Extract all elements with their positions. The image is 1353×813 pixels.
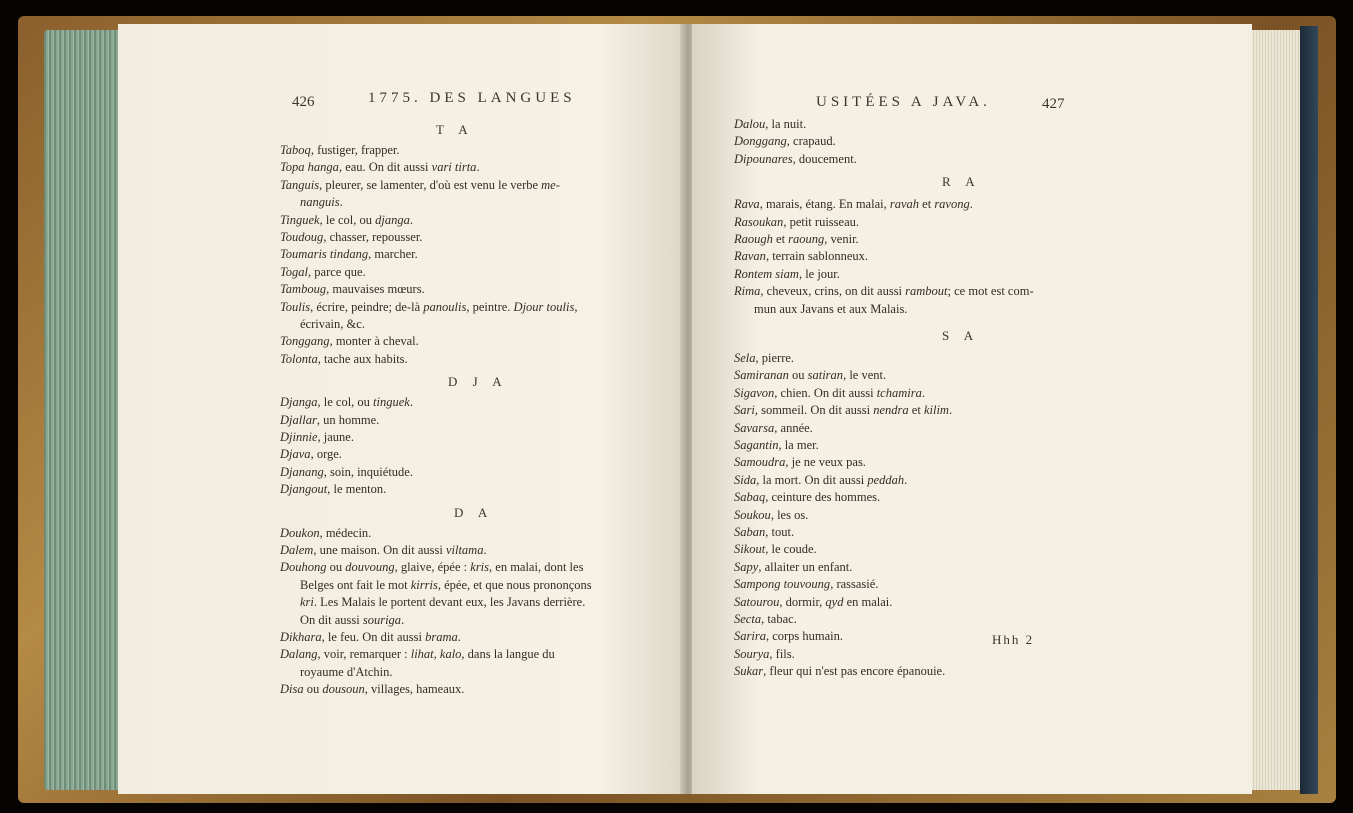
page-number-left: 426	[292, 94, 315, 110]
definition-text: , jaune.	[317, 430, 354, 444]
page-edges-left	[44, 30, 122, 790]
dictionary-entry	[280, 333, 419, 350]
dictionary-term: Tolonta	[280, 351, 318, 366]
dictionary-entry	[280, 177, 560, 194]
definition-text: , soin, inquiétude.	[323, 464, 413, 479]
signature-mark: Hhh 2	[992, 632, 1035, 647]
dictionary-entry	[280, 525, 371, 542]
dictionary-term: Djanang	[280, 464, 324, 479]
definition-text: ou	[326, 560, 346, 575]
definition-text: .	[969, 197, 973, 212]
dictionary-term: Tonggang	[280, 334, 330, 349]
dictionary-entry	[734, 116, 806, 133]
dictionary-entry	[300, 594, 585, 611]
definition-text: , pierre.	[755, 351, 795, 365]
section-heading: D A	[454, 504, 494, 520]
definition-text: , les os.	[770, 507, 809, 522]
definition-text: , peintre.	[466, 299, 514, 314]
dictionary-term: Sari	[734, 403, 755, 418]
definition-text: , venir.	[824, 232, 859, 246]
definition-text: , eau. On dit aussi	[338, 160, 432, 175]
dictionary-term: lihat	[410, 647, 434, 662]
definition-text: .	[457, 630, 461, 644]
dictionary-term: Savarsa	[734, 420, 775, 435]
dictionary-entry	[280, 429, 354, 446]
definition-text: , le jour.	[798, 266, 840, 281]
definition-text: , médecin.	[319, 525, 372, 540]
definition-text: . Les Malais le portent devant eux, les Javans derrière.	[313, 595, 586, 610]
dictionary-term: Sigavon	[734, 385, 775, 400]
dictionary-entry	[734, 214, 859, 231]
dictionary-entry	[734, 133, 836, 150]
dictionary-term: Djour toulis	[513, 299, 575, 314]
dictionary-entry	[300, 577, 592, 594]
definition-text: .	[921, 385, 925, 400]
dictionary-entry	[734, 524, 794, 541]
definition-text: mun aux Javans et aux Malais.	[754, 301, 908, 316]
dictionary-term: Topa hanga	[280, 160, 339, 175]
dictionary-term: Toumaris tindang	[280, 247, 369, 262]
dictionary-entry	[734, 541, 817, 558]
dictionary-entry	[734, 151, 857, 168]
dictionary-term: Toulis	[280, 299, 311, 314]
dictionary-entry	[300, 194, 343, 211]
definition-text: , tache aux habits.	[317, 351, 408, 366]
dictionary-term: nanguis	[300, 195, 340, 210]
definition-text: , rassasié.	[830, 577, 879, 592]
dictionary-term: rambout	[905, 284, 948, 299]
dictionary-entry	[280, 464, 413, 481]
dictionary-term: Disa	[280, 682, 304, 697]
definition-text: , mauvaises mœurs.	[326, 282, 425, 297]
dictionary-entry	[734, 350, 794, 367]
dictionary-entry	[734, 437, 819, 454]
dictionary-term: souriga	[362, 612, 402, 627]
definition-text: , un homme.	[316, 412, 380, 427]
definition-text: , une maison. On dit aussi	[313, 543, 446, 557]
definition-text: .	[339, 195, 343, 210]
dictionary-term: Samoudra	[734, 455, 786, 470]
dictionary-entry	[280, 264, 366, 281]
dictionary-term: Sela	[734, 351, 756, 365]
dictionary-entry	[734, 646, 795, 663]
definition-text: .	[476, 160, 480, 175]
definition-text: , fleur qui n'est pas encore épanouie.	[763, 664, 946, 679]
definition-text: On dit aussi	[300, 612, 363, 627]
dictionary-term: raoung	[788, 232, 825, 246]
definition-text: en malai.	[843, 594, 893, 609]
dictionary-term: Douhong	[280, 560, 327, 575]
definition-text: , crapaud.	[786, 134, 836, 149]
dictionary-term: kris	[470, 560, 490, 575]
page-number-right: 427	[1042, 96, 1065, 112]
dictionary-term: me-	[541, 177, 560, 192]
dictionary-term: qyd	[825, 594, 844, 609]
definition-text: et	[919, 197, 935, 212]
definition-text: , le col, ou	[319, 212, 376, 227]
dictionary-entry	[280, 229, 422, 246]
dictionary-entry	[734, 489, 880, 506]
dictionary-term: Saban	[734, 525, 766, 539]
definition-text: , parce que.	[308, 264, 366, 279]
definition-text: , le coude.	[765, 542, 817, 557]
dictionary-entry	[734, 576, 878, 593]
definition-text: , le col, ou	[317, 395, 374, 410]
dictionary-term: Tanguis	[280, 177, 320, 192]
dictionary-entry	[300, 316, 365, 333]
dictionary-term: Sabaq	[734, 490, 766, 505]
definition-text: , fils.	[769, 646, 795, 661]
definition-text: , terrain sablonneux.	[765, 249, 868, 264]
definition-text: , fustiger, frapper.	[310, 143, 400, 157]
dictionary-entry	[734, 594, 892, 611]
dictionary-term: Djinnie	[280, 430, 318, 444]
definition-text: , la mer.	[778, 438, 819, 452]
dictionary-term: Sarira	[734, 629, 766, 644]
dictionary-entry	[280, 159, 480, 176]
dictionary-term: Donggang	[734, 134, 787, 149]
dictionary-entry	[300, 612, 404, 629]
definition-text: .	[401, 612, 405, 627]
definition-text: , marcher.	[368, 247, 418, 262]
dictionary-entry	[280, 542, 487, 559]
dictionary-term: Dalang	[280, 647, 318, 662]
dictionary-entry	[280, 629, 461, 646]
dictionary-term: djanga	[375, 212, 410, 227]
definition-text: .	[483, 543, 487, 557]
dictionary-entry	[300, 664, 393, 681]
definition-text: , année.	[774, 420, 813, 435]
dictionary-term: Rima	[734, 284, 761, 299]
dictionary-entry	[280, 646, 555, 663]
definition-text: royaume d'Atchin.	[300, 664, 393, 679]
dictionary-entry	[734, 248, 868, 265]
definition-text: , voir, remarquer :	[317, 647, 411, 662]
dictionary-term: Djallar	[280, 412, 317, 427]
dictionary-entry	[734, 663, 945, 680]
definition-text: , allaiter un enfant.	[758, 559, 853, 574]
dictionary-entry	[734, 507, 808, 524]
definition-text: , glaive, épée :	[394, 560, 471, 575]
definition-text: , pleurer, se lamenter, d'où est venu le verbe	[319, 177, 542, 192]
definition-text: , chien. On dit aussi	[774, 385, 877, 400]
dictionary-term: Raough	[734, 232, 773, 246]
dictionary-term: Sukar	[734, 664, 764, 679]
definition-text: , tout.	[765, 525, 795, 539]
dictionary-term: Rontem siam	[734, 266, 799, 281]
dictionary-entry	[280, 246, 418, 263]
dictionary-entry	[754, 301, 907, 318]
definition-text: , corps humain.	[765, 629, 844, 644]
dictionary-entry	[280, 351, 408, 368]
definition-text: , dans la langue du	[461, 647, 555, 662]
dictionary-term: Djava	[280, 447, 311, 462]
dictionary-term: douvoung	[345, 560, 395, 575]
running-header-right: USITÉES A JAVA.	[816, 94, 991, 110]
definition-text: ou	[303, 682, 323, 697]
dictionary-term: kilim	[923, 403, 949, 418]
dictionary-term: satiran	[807, 368, 844, 383]
definition-text: , doucement.	[792, 151, 857, 166]
section-heading: D J A	[448, 374, 508, 390]
dictionary-term: tchamira	[876, 385, 922, 400]
section-heading: S A	[942, 328, 980, 343]
definition-text: , tabac.	[761, 612, 797, 626]
definition-text: ; ce mot est com-	[947, 284, 1034, 299]
dictionary-term: Rava	[734, 197, 760, 212]
dictionary-term: Dikhara	[280, 630, 322, 644]
dictionary-term: Sampong touvoung	[734, 577, 831, 592]
dictionary-term: Togal	[280, 264, 309, 279]
dictionary-entry	[734, 385, 925, 402]
dictionary-term: Satourou	[734, 594, 780, 609]
dictionary-term: kirris	[410, 577, 438, 592]
dictionary-term: peddah	[867, 472, 905, 487]
dictionary-term: Tinguek	[280, 212, 320, 227]
dictionary-entry	[734, 628, 843, 645]
dictionary-term: Dalou	[734, 117, 766, 131]
dictionary-entry	[734, 231, 859, 248]
dictionary-term: viltama	[445, 543, 484, 557]
definition-text: écrivain, &c.	[300, 317, 365, 331]
left-page	[118, 24, 684, 794]
definition-text: et	[908, 403, 924, 418]
dictionary-entry	[734, 611, 797, 628]
dictionary-entry	[734, 472, 907, 489]
dictionary-term: Djanga	[280, 395, 318, 410]
dictionary-term: Dipounares	[734, 151, 793, 166]
dictionary-entry	[280, 446, 342, 463]
section-heading: R A	[942, 174, 981, 190]
dictionary-entry	[280, 142, 400, 159]
dictionary-entry	[734, 420, 813, 437]
definition-text: ,	[574, 299, 578, 314]
dictionary-entry	[280, 394, 413, 411]
dictionary-term: Soukou	[734, 507, 771, 522]
running-header-left: 1775. DES LANGUES	[368, 90, 576, 106]
definition-text: .	[409, 212, 413, 227]
dictionary-entry	[734, 196, 973, 213]
dictionary-entry	[734, 367, 886, 384]
dictionary-term: Sourya	[734, 646, 770, 661]
definition-text: , orge.	[310, 447, 342, 462]
definition-text: , le menton.	[327, 482, 387, 497]
dictionary-term: Doukon	[280, 525, 320, 540]
dictionary-term: kri	[300, 595, 314, 610]
dictionary-term: panoulis	[423, 299, 467, 314]
definition-text: .	[409, 395, 413, 410]
dictionary-entry	[280, 681, 464, 698]
definition-text: , je ne veux pas.	[785, 455, 866, 470]
definition-text: , cheveux, crins, on dit aussi	[760, 284, 906, 299]
definition-text: , dormir,	[779, 594, 826, 609]
definition-text: , marais, étang. En malai,	[759, 197, 890, 212]
dictionary-term: ravong	[934, 197, 970, 212]
definition-text: , monter à cheval.	[329, 334, 419, 349]
dictionary-term: Sikout	[734, 542, 766, 557]
dictionary-term: kalo	[439, 647, 462, 662]
dictionary-entry	[280, 559, 583, 576]
dictionary-term: ravah	[889, 197, 920, 212]
dictionary-term: nendra	[873, 403, 909, 418]
dictionary-term: Taboq	[280, 143, 311, 157]
definition-text: Belges ont fait le mot	[300, 577, 411, 592]
definition-text: , chasser, repousser.	[323, 230, 423, 244]
section-heading: T A	[436, 122, 474, 137]
dictionary-term: brama	[425, 630, 458, 644]
dictionary-entry	[734, 266, 840, 283]
definition-text: , ceinture des hommes.	[765, 490, 881, 505]
dictionary-term: Ravan	[734, 249, 766, 264]
dictionary-entry	[280, 281, 425, 298]
right-page	[692, 24, 1252, 794]
dictionary-entry	[734, 454, 866, 471]
dictionary-entry	[734, 402, 952, 419]
dictionary-entry	[280, 299, 577, 316]
dictionary-entry	[280, 412, 379, 429]
dictionary-term: Sapy	[734, 559, 759, 574]
dictionary-entry	[280, 212, 413, 229]
definition-text: , en malai, dont les	[489, 560, 584, 575]
dictionary-term: Sida	[734, 472, 757, 487]
dictionary-term: dousoun	[322, 682, 365, 697]
dictionary-entry	[734, 283, 1034, 300]
definition-text: .	[904, 472, 908, 487]
dictionary-term: tinguek	[373, 395, 410, 410]
definition-text: , sommeil. On dit aussi	[754, 403, 874, 418]
dictionary-term: Djangout	[280, 482, 328, 497]
definition-text: , villages, hameaux.	[364, 682, 465, 697]
dictionary-term: Dalem	[280, 543, 314, 557]
dictionary-term: Sagantin	[734, 438, 779, 452]
definition-text: , épée, et que nous prononçons	[437, 577, 592, 592]
dictionary-term: vari tirta	[431, 160, 477, 175]
cover-spine	[1300, 26, 1318, 794]
dictionary-entry	[280, 481, 386, 498]
dictionary-term: Tamboug	[280, 282, 327, 297]
dictionary-term: Samiranan	[734, 368, 789, 383]
dictionary-entry	[734, 559, 852, 576]
definition-text: , écrire, peindre; de-là	[310, 299, 424, 314]
definition-text: , le feu. On dit aussi	[321, 630, 426, 644]
definition-text: et	[772, 232, 789, 246]
definition-text: , la mort. On dit aussi	[756, 472, 868, 487]
definition-text: ,	[433, 647, 440, 662]
definition-text: , le vent.	[843, 368, 887, 383]
dictionary-term: Toudoug	[280, 230, 324, 244]
definition-text: , la nuit.	[765, 117, 807, 131]
dictionary-term: Rasoukan	[734, 214, 784, 229]
definition-text: , petit ruisseau.	[783, 214, 859, 229]
definition-text: .	[948, 403, 953, 418]
dictionary-term: Secta	[734, 612, 762, 626]
definition-text: ou	[788, 368, 808, 383]
